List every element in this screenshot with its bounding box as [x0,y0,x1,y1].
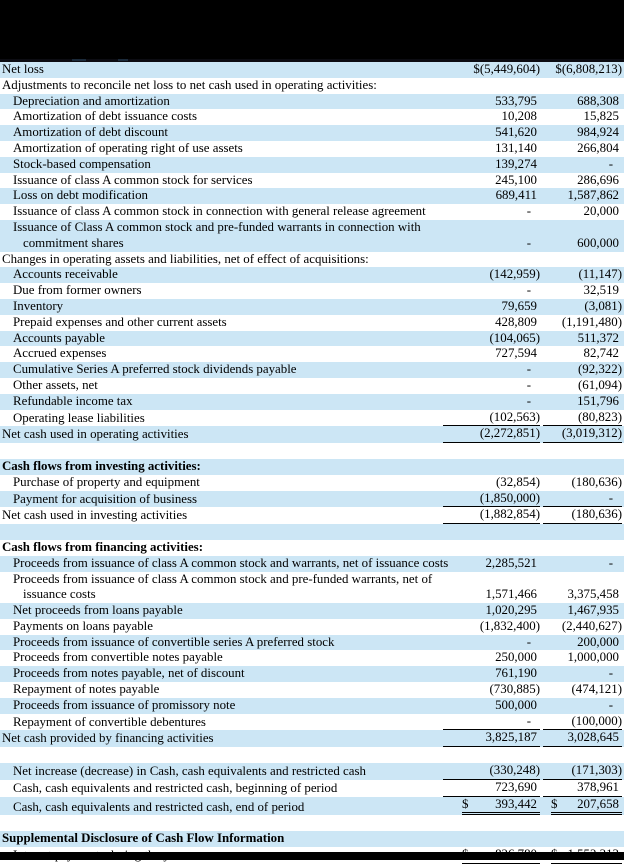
value-text: 79,659 [501,298,537,313]
value-cell-col2 [543,682,622,698]
row-label: Loss on debt modification [13,188,148,203]
value-cell-col1 [443,299,540,315]
value-text: - [526,713,531,728]
row-label: Depreciation and amortization [13,93,170,108]
value-cell-col2 [543,507,622,524]
table-row [0,283,624,299]
value-text: (730,885) [489,682,540,697]
value-cell-col2 [543,650,622,666]
value-text: 3,028,645 [567,730,619,745]
row-label: Amortization of debt discount [13,125,169,140]
row-label: Net cash provided by financing activities [2,731,214,746]
value-cell-col2 [543,346,622,362]
value-cell-col1 [443,475,540,491]
value-text: - [608,697,613,712]
value-text: 1,000,000 [567,650,619,665]
value-text: (1,832,400) [479,618,540,633]
row-label: Issuance of Class A common stock and pre-funded warrants in connection with commitment shares [13,219,421,250]
table-row [0,125,624,141]
value-text: 500,000 [495,697,537,712]
value-cell-col1 [443,763,540,780]
value-text: - [526,377,531,392]
value-text: (142,959) [489,267,540,282]
table-row [0,204,624,220]
value-text: 139,274 [495,156,537,171]
table-row [0,331,624,347]
value-cell-col1 [443,698,540,714]
value-cell-col2 [543,109,622,125]
value-text: - [608,555,613,570]
table-row [0,141,624,157]
value-text: 15,825 [583,109,619,124]
redacted-header-block [0,0,624,62]
value-cell-col1 [443,346,540,362]
row-label: Net loss [2,62,44,76]
table-row [0,157,624,173]
row-label: Repayment of notes payable [13,682,160,697]
row-label: Payments on loans payable [13,618,153,633]
value-text: 207,658 [577,796,619,811]
value-text: $(5,449,604) [473,62,540,76]
value-text: (1,850,000) [479,490,540,505]
value-text: 1,571,466 [485,587,537,602]
value-cell-col1 [443,714,540,731]
value-text: 32,519 [583,283,619,298]
value-text: (180,636) [571,507,622,522]
value-cell-col2 [543,847,622,864]
value-text: 20,000 [583,204,619,219]
table-row [0,797,624,816]
value-text: 826,780 [495,847,537,862]
table-row [0,109,624,125]
table-row [0,682,624,698]
dollar-sign: $ [551,796,558,811]
value-text: 82,742 [583,346,619,361]
value-cell-col2 [543,267,622,283]
value-cell-col2 [543,780,622,797]
value-text: 3,375,458 [567,587,619,602]
table-row [0,475,624,491]
row-label: Net increase (decrease) in Cash, cash equivalents and restricted cash [13,764,366,779]
row-label: Adjustments to reconcile net loss to net cash used in operating activities: [2,77,377,92]
row-label: Cash, cash equivalents and restricted cash, end of period [13,799,305,814]
value-text: 723,690 [495,779,537,794]
row-label: Inventory [13,298,64,313]
value-cell-col1 [443,157,540,173]
value-cell-col2 [543,587,622,603]
table-row [0,635,624,651]
value-cell-col2 [543,94,622,110]
value-cell-col1 [443,362,540,378]
value-text: 533,795 [495,93,537,108]
value-cell-col1 [443,666,540,682]
value-cell-col1 [443,188,540,204]
cropped-text-artifact [118,59,128,61]
value-cell-col1 [443,603,540,619]
table-row [0,78,624,94]
row-label: Proceeds from issuance of convertible series A preferred stock [13,634,335,649]
value-text: - [608,490,613,505]
section-header-row [0,540,624,556]
value-text: 511,372 [577,330,619,345]
value-cell-col1 [443,730,540,747]
value-cell-col1 [443,682,540,698]
row-label: Proceeds from issuance of class A common stock and pre-funded warrants, net of issuance costs [13,571,433,602]
value-text: (32,854) [495,474,540,489]
section-header-row [0,831,624,847]
row-label: Supplemental Disclosure of Cash Flow Information [2,831,285,846]
value-text: 10,208 [501,109,537,124]
value-cell-col2 [543,378,622,394]
value-text: (330,248) [489,763,540,778]
value-cell-col1 [443,847,540,864]
value-cell-col2 [543,698,622,714]
value-text: 1,587,862 [567,188,619,203]
value-text: (474,121) [571,682,622,697]
table-row [0,714,624,731]
value-text: 393,442 [495,796,537,811]
value-cell-col2 [543,410,622,427]
table-row [0,188,624,204]
value-cell-col2 [543,556,622,572]
value-text: (104,065) [489,330,540,345]
dollar-sign: $ [551,847,558,862]
row-label: Due from former owners [13,283,142,298]
table-row [0,62,624,78]
value-text: 688,308 [577,93,619,108]
value-text: 600,000 [577,235,619,250]
value-cell-col1 [443,491,540,508]
value-cell-col1 [443,587,540,603]
statement-table [0,62,624,863]
dollar-sign: $ [462,796,469,811]
value-text: (180,636) [571,474,622,489]
value-text: - [526,634,531,649]
row-label: Cash, cash equivalents and restricted cash, beginning of period [13,780,338,795]
value-text: (100,000) [571,713,622,728]
value-cell-col2 [543,635,622,651]
table-row [0,666,624,682]
spacer-row [0,747,624,763]
value-cell-col2 [543,426,622,443]
value-text: - [526,362,531,377]
value-text: 378,961 [577,779,619,794]
value-text: (80,823) [577,409,622,424]
value-cell-col2 [543,125,622,141]
value-cell-col1 [443,204,540,220]
value-text: 2,285,521 [485,555,537,570]
table-row [0,173,624,189]
value-text: - [608,666,613,681]
table-row [0,847,624,864]
spacer-row [0,524,624,540]
value-cell-col2 [543,666,622,682]
row-label: Accrued expenses [13,346,107,361]
value-text: (92,322) [577,362,622,377]
table-row [0,378,624,394]
value-text: (1,191,480) [561,314,622,329]
table-row [0,299,624,315]
table-row [0,346,624,362]
value-text: 1,020,295 [485,603,537,618]
table-row [0,410,624,427]
value-cell-col2 [543,394,622,410]
row-label: Stock-based compensation [13,156,151,171]
value-cell-col2 [543,797,622,816]
value-cell-col1 [443,315,540,331]
value-cell-col1 [443,378,540,394]
row-label: Accounts receivable [13,267,118,282]
value-cell-col1 [443,62,540,78]
row-label: Issuance of class A common stock for services [13,172,253,187]
value-cell-col2 [543,141,622,157]
value-cell-col2 [543,315,622,331]
row-label: Cash flows from investing activities: [2,458,201,473]
value-cell-col2 [543,603,622,619]
table-row [0,491,624,508]
value-cell-col2 [543,236,622,252]
value-text: - [526,393,531,408]
table-row [0,572,624,604]
value-text: (3,019,312) [561,426,622,441]
value-text: 266,804 [577,140,619,155]
row-label: Repayment of convertible debentures [13,714,206,729]
table-row [0,507,624,524]
value-text: 131,140 [495,140,537,155]
table-row [0,362,624,378]
table-row [0,315,624,331]
spacer-row [0,815,624,831]
value-cell-col2 [543,491,622,508]
row-label: Proceeds from issuance of class A common stock and warrants, net of issuance costs [13,555,449,570]
value-text: 3,825,187 [485,730,537,745]
row-label: Amortization of operating right of use assets [13,140,243,155]
row-label: Accounts payable [13,330,105,345]
value-text: (2,272,851) [479,426,540,441]
row-label: Cumulative Series A preferred stock dividends payable [13,362,297,377]
value-text: 245,100 [495,172,537,187]
value-text: (1,882,854) [479,507,540,522]
table-row [0,603,624,619]
row-label: Amortization of debt issuance costs [13,109,198,124]
value-cell-col1 [443,619,540,635]
value-cell-col2 [543,475,622,491]
row-label: Changes in operating assets and liabilities, net of effect of acquisitions: [2,251,369,266]
value-text: (61,094) [577,377,622,392]
value-text: 541,620 [495,125,537,140]
value-cell-col1 [443,283,540,299]
row-label: Other assets, net [13,377,98,392]
dollar-sign: $ [462,847,469,862]
row-label: Interest payments during the year [13,848,186,863]
table-row [0,619,624,635]
value-cell-col2 [543,331,622,347]
value-cell-col2 [543,362,622,378]
table-row [0,650,624,666]
row-label: Proceeds from convertible notes payable [13,650,223,665]
value-text: (171,303) [571,763,622,778]
value-text: (2,440,627) [561,618,622,633]
section-header-row [0,459,624,475]
value-text: (11,147) [578,267,622,282]
row-label: Net cash used in operating activities [2,427,189,442]
table-row [0,556,624,572]
value-text: (3,081) [584,298,622,313]
value-cell-col1 [443,635,540,651]
table-row [0,267,624,283]
value-cell-col2 [543,299,622,315]
table-row [0,730,624,747]
value-cell-col1 [443,125,540,141]
value-cell-col2 [543,714,622,731]
value-cell-col2 [543,157,622,173]
row-label: Net cash used in investing activities [2,508,188,523]
row-label: Refundable income tax [13,393,133,408]
row-label: Payment for acquisition of business [13,491,198,506]
value-cell-col2 [543,730,622,747]
row-label: Purchase of property and equipment [13,474,200,489]
row-label: Net proceeds from loans payable [13,603,183,618]
value-cell-col1 [443,650,540,666]
table-row [0,763,624,780]
value-cell-col1 [443,267,540,283]
value-text: - [526,204,531,219]
value-text: 250,000 [495,650,537,665]
value-text: 151,796 [577,393,619,408]
value-cell-col1 [443,780,540,797]
value-cell-col1 [443,556,540,572]
value-cell-col2 [543,283,622,299]
row-label: Proceeds from notes payable, net of discount [13,666,245,681]
value-cell-col1 [443,331,540,347]
row-label: Cash flows from financing activities: [2,539,203,554]
value-cell-col2 [543,763,622,780]
table-row [0,780,624,797]
table-row [0,394,624,410]
value-text: 428,809 [495,314,537,329]
value-cell-col2 [543,619,622,635]
spacer-row [0,443,624,459]
value-text: 200,000 [577,634,619,649]
table-row [0,252,624,268]
row-label: Operating lease liabilities [13,410,145,425]
value-cell-col2 [543,62,622,78]
cropped-text-artifact [72,59,86,61]
row-label: Issuance of class A common stock in connection with general release agreement [13,204,426,219]
table-row [0,426,624,443]
value-text: - [526,283,531,298]
table-row [0,220,624,252]
value-text: 689,411 [495,188,537,203]
value-text: (102,563) [489,409,540,424]
value-text: 1,552,313 [567,847,619,862]
value-cell-col2 [543,173,622,189]
row-label: Proceeds from issuance of promissory note [13,697,236,712]
value-cell-col1 [443,410,540,427]
value-text: $(6,808,213) [555,62,622,76]
value-text: 1,467,935 [567,603,619,618]
value-cell-col1 [443,797,540,816]
table-row [0,94,624,110]
value-cell-col1 [443,394,540,410]
value-text: - [526,235,531,250]
value-text: 727,594 [495,346,537,361]
table-row [0,698,624,714]
value-cell-col1 [443,507,540,524]
value-cell-col1 [443,173,540,189]
value-text: 761,190 [495,666,537,681]
value-cell-col1 [443,236,540,252]
redacted-header-edge [0,59,624,62]
row-label: Prepaid expenses and other current assets [13,314,227,329]
value-text: 984,924 [577,125,619,140]
value-cell-col1 [443,109,540,125]
value-cell-col1 [443,426,540,443]
value-text: 286,696 [577,172,619,187]
value-text: - [608,156,613,171]
value-cell-col1 [443,94,540,110]
value-cell-col2 [543,204,622,220]
value-cell-col1 [443,141,540,157]
value-cell-col2 [543,188,622,204]
